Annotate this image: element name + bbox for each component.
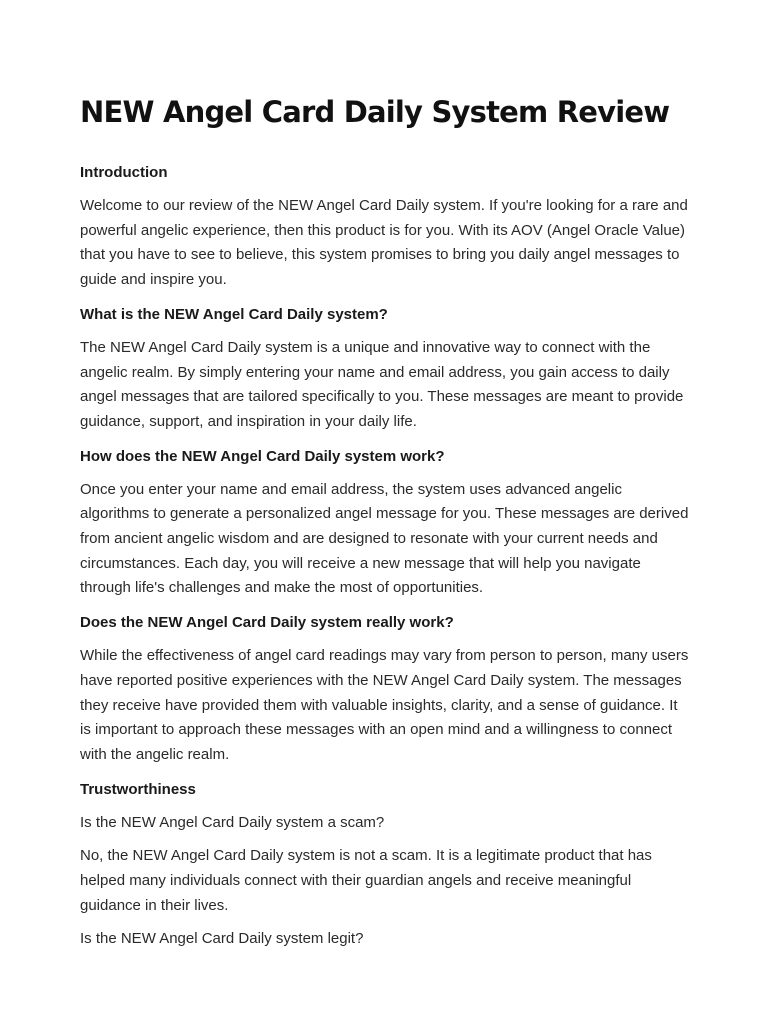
body-paragraph: While the effectiveness of angel card readings may vary from person to person, many users have reported positive experiences with the NEW Angel Card Daily system. The messages they receive have provided them with valuable insights, clarity, and a sense of guidance. It is important to approach these messages with an open mind and a willingness to connect with the angelic realm. — [80, 647, 689, 763]
page-title: NEW Angel Card Daily System Review — [80, 95, 670, 129]
section-heading: How does the NEW Angel Card Daily system work? — [80, 447, 445, 465]
section-heading: What is the NEW Angel Card Daily system? — [80, 305, 388, 323]
body-paragraph: Is the NEW Angel Card Daily system legit? — [80, 930, 364, 948]
section-heading: Introduction — [80, 164, 168, 181]
body-paragraph: Once you enter your name and email address, the system uses advanced angelic algorithms to generate a personalized angel message for you. These messages are derived from ancient angelic wisdom and are designed to resonate with your current needs and circumstances. Each day, you will receive a new message that will help you navigate through life's challenges and make the most of opportunities. — [80, 480, 689, 597]
body-paragraph: Welcome to our review of the NEW Angel Card Daily system. If you're looking for a rare and powerful angelic experience, then this product is for you. With its AOV (Angel Oracle Value) that you have to see to believe, this system promises to bring you daily angel messages to guide and inspire you. — [80, 197, 688, 289]
body-paragraph: Is the NEW Angel Card Daily system a scam? — [80, 813, 385, 831]
section-heading: Trustworthiness — [80, 780, 196, 798]
section-heading: Does the NEW Angel Card Daily system really work? — [80, 614, 454, 632]
body-paragraph: The NEW Angel Card Daily system is a unique and innovative way to connect with the angelic realm. By simply entering your name and email address, you gain access to daily angel messages that are tailored specifically to you. These messages are meant to provide guidance, support, and inspiration in your daily life. — [80, 338, 684, 430]
body-paragraph: No, the NEW Angel Card Daily system is not a scam. It is a legitimate product that has helped many individuals connect with their guardian angels and receive meaningful guidance in their lives. — [80, 847, 652, 914]
article-body — [80, 160, 692, 961]
